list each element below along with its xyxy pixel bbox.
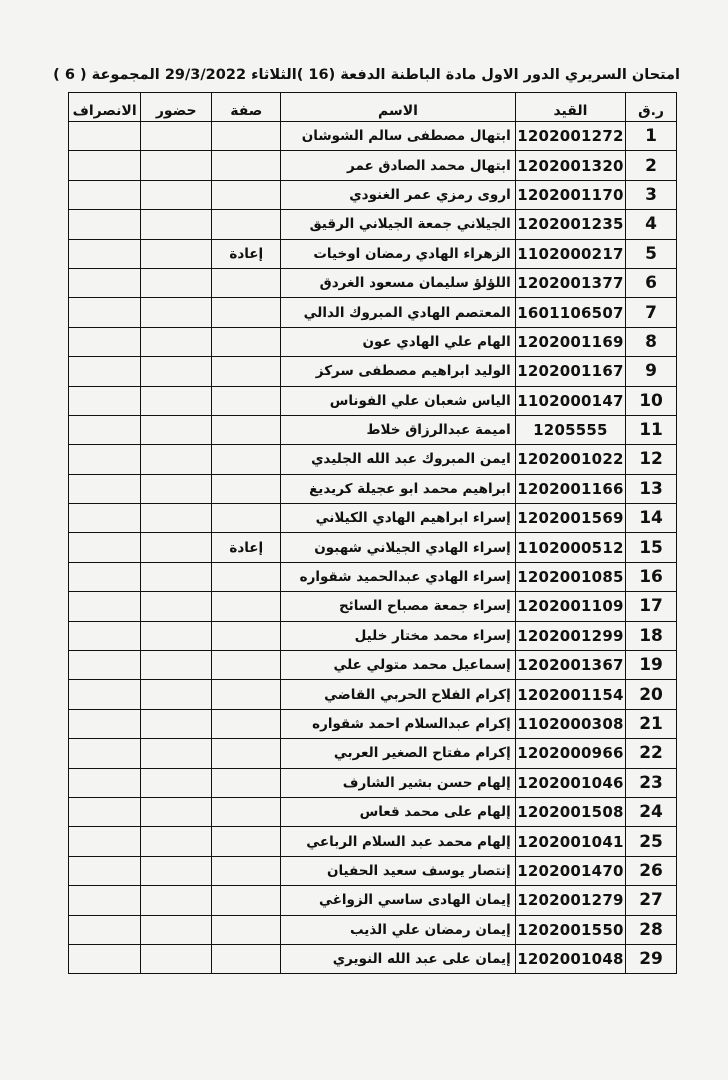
- departure-cell: [69, 357, 141, 386]
- table-row: [69, 122, 677, 151]
- table-row: [69, 474, 677, 503]
- registration-id: 1202001046: [515, 768, 625, 797]
- row-number: 9: [626, 357, 677, 386]
- student-name: إكرام مفتاح الصغير العربي: [281, 739, 515, 768]
- attendance-cell: [141, 268, 212, 297]
- status-cell: [212, 944, 281, 973]
- status-cell: [212, 357, 281, 386]
- departure-cell: [69, 562, 141, 591]
- student-name: المعتصم الهادي المبروك الدالي: [281, 298, 515, 327]
- departure-cell: [69, 327, 141, 356]
- row-number: 23: [626, 768, 677, 797]
- attendance-cell: [141, 533, 212, 562]
- departure-cell: [69, 122, 141, 151]
- table-row: [69, 298, 677, 327]
- registration-id: 1202000966: [515, 739, 625, 768]
- registration-id: 1102000147: [515, 386, 625, 415]
- status-cell: [212, 915, 281, 944]
- attendance-cell: [141, 298, 212, 327]
- status-cell: [212, 739, 281, 768]
- registration-id: 1202001109: [515, 592, 625, 621]
- registration-id: 1102000512: [515, 533, 625, 562]
- attendance-cell: [141, 180, 212, 209]
- departure-cell: [69, 210, 141, 239]
- header-registration-id: القيد: [515, 93, 625, 122]
- row-number: 13: [626, 474, 677, 503]
- attendance-cell: [141, 327, 212, 356]
- attendance-cell: [141, 445, 212, 474]
- status-cell: [212, 797, 281, 826]
- departure-cell: [69, 797, 141, 826]
- table-row: [69, 268, 677, 297]
- status-cell: [212, 709, 281, 738]
- attendance-cell: [141, 386, 212, 415]
- attendance-cell: [141, 915, 212, 944]
- table-row: [69, 768, 677, 797]
- header-number: ر.ق: [626, 93, 677, 122]
- departure-cell: [69, 856, 141, 885]
- registration-id: 1205555: [515, 415, 625, 444]
- attendance-cell: [141, 856, 212, 885]
- student-name: اروى رمزي عمر الغنودي: [281, 180, 515, 209]
- student-name: الجيلاني جمعة الجيلاني الرقيق: [281, 210, 515, 239]
- registration-id: 1202001041: [515, 827, 625, 856]
- attendance-cell: [141, 239, 212, 268]
- attendance-cell: [141, 151, 212, 180]
- departure-cell: [69, 151, 141, 180]
- departure-cell: [69, 445, 141, 474]
- student-name: إلهام على محمد قعاس: [281, 797, 515, 826]
- status-cell: [212, 621, 281, 650]
- student-name: اللؤلؤ سليمان مسعود الغردق: [281, 268, 515, 297]
- student-name: إكرام الفلاح الحربي القاضي: [281, 680, 515, 709]
- attendance-cell: [141, 709, 212, 738]
- departure-cell: [69, 651, 141, 680]
- attendance-cell: [141, 680, 212, 709]
- attendance-cell: [141, 944, 212, 973]
- status-cell: [212, 651, 281, 680]
- header-row: [69, 93, 677, 122]
- table-row: [69, 856, 677, 885]
- attendance-cell: [141, 768, 212, 797]
- table-row: [69, 797, 677, 826]
- departure-cell: [69, 386, 141, 415]
- registration-id: 1202001085: [515, 562, 625, 591]
- roster-body: [69, 122, 677, 974]
- registration-id: 1202001169: [515, 327, 625, 356]
- status-cell: [212, 856, 281, 885]
- table-row: [69, 915, 677, 944]
- header-attendance: حضور: [141, 93, 212, 122]
- student-name: إسراء الهادي عبدالحميد شقواره: [281, 562, 515, 591]
- attendance-cell: [141, 562, 212, 591]
- registration-id: 1102000217: [515, 239, 625, 268]
- row-number: 8: [626, 327, 677, 356]
- registration-id: 1202001167: [515, 357, 625, 386]
- table-row: [69, 651, 677, 680]
- attendance-cell: [141, 210, 212, 239]
- attendance-cell: [141, 592, 212, 621]
- status-cell: [212, 474, 281, 503]
- departure-cell: [69, 415, 141, 444]
- student-name: إيمان على عبد الله النويري: [281, 944, 515, 973]
- table-row: [69, 386, 677, 415]
- table-row: [69, 445, 677, 474]
- table-row: [69, 151, 677, 180]
- status-cell: [212, 562, 281, 591]
- status-cell: إعادة: [212, 239, 281, 268]
- registration-id: 1202001470: [515, 856, 625, 885]
- registration-id: 1202001048: [515, 944, 625, 973]
- attendance-cell: [141, 886, 212, 915]
- row-number: 19: [626, 651, 677, 680]
- registration-id: 1202001299: [515, 621, 625, 650]
- departure-cell: [69, 680, 141, 709]
- student-name: إيمان رمضان علي الذيب: [281, 915, 515, 944]
- departure-cell: [69, 592, 141, 621]
- registration-id: 1601106507: [515, 298, 625, 327]
- departure-cell: [69, 268, 141, 297]
- registration-id: 1202001367: [515, 651, 625, 680]
- status-cell: [212, 151, 281, 180]
- departure-cell: [69, 474, 141, 503]
- row-number: 18: [626, 621, 677, 650]
- student-name: إسراء جمعة مصباح السائح: [281, 592, 515, 621]
- attendance-cell: [141, 797, 212, 826]
- row-number: 10: [626, 386, 677, 415]
- table-row: [69, 415, 677, 444]
- attendance-cell: [141, 504, 212, 533]
- attendance-cell: [141, 651, 212, 680]
- row-number: 20: [626, 680, 677, 709]
- row-number: 29: [626, 944, 677, 973]
- table-row: [69, 709, 677, 738]
- table-row: [69, 680, 677, 709]
- table-row: [69, 592, 677, 621]
- departure-cell: [69, 944, 141, 973]
- student-name: إكرام عبدالسلام احمد شقواره: [281, 709, 515, 738]
- status-cell: [212, 210, 281, 239]
- departure-cell: [69, 739, 141, 768]
- row-number: 11: [626, 415, 677, 444]
- student-name: إسماعيل محمد متولي علي: [281, 651, 515, 680]
- header-status: صفة: [212, 93, 281, 122]
- attendance-cell: [141, 415, 212, 444]
- attendance-cell: [141, 474, 212, 503]
- student-name: إيمان الهادى ساسي الزواغي: [281, 886, 515, 915]
- row-number: 22: [626, 739, 677, 768]
- attendance-cell: [141, 827, 212, 856]
- student-name: إسراء ابراهيم الهادي الكيلاني: [281, 504, 515, 533]
- student-name: إسراء محمد مختار خليل: [281, 621, 515, 650]
- registration-id: 1202001279: [515, 886, 625, 915]
- departure-cell: [69, 298, 141, 327]
- registration-id: 1202001154: [515, 680, 625, 709]
- table-row: [69, 357, 677, 386]
- registration-id: 1202001550: [515, 915, 625, 944]
- student-name: ابراهيم محمد ابو عجيلة كريديغ: [281, 474, 515, 503]
- row-number: 2: [626, 151, 677, 180]
- table-row: [69, 562, 677, 591]
- status-cell: [212, 327, 281, 356]
- student-name: ابتهال محمد الصادق عمر: [281, 151, 515, 180]
- student-name: الزهراء الهادي رمضان اوخيات: [281, 239, 515, 268]
- row-number: 17: [626, 592, 677, 621]
- registration-id: 1202001377: [515, 268, 625, 297]
- header-name: الاسم: [281, 93, 515, 122]
- table-row: [69, 944, 677, 973]
- document-title: امتحان السريري الدور الاول مادة الباطنة الدفعة (16 )الثلاثاء 29/3/2022 المجموعة ( 6 ): [53, 67, 680, 83]
- status-cell: إعادة: [212, 533, 281, 562]
- registration-id: 1202001508: [515, 797, 625, 826]
- departure-cell: [69, 621, 141, 650]
- departure-cell: [69, 533, 141, 562]
- student-name: ابتهال مصطفى سالم الشوشان: [281, 122, 515, 151]
- student-name: اميمة عبدالرزاق خلاط: [281, 415, 515, 444]
- student-name: الياس شعبان علي الفوناس: [281, 386, 515, 415]
- row-number: 27: [626, 886, 677, 915]
- registration-id: 1202001022: [515, 445, 625, 474]
- status-cell: [212, 415, 281, 444]
- student-name: إلهام محمد عبد السلام الرباعي: [281, 827, 515, 856]
- status-cell: [212, 122, 281, 151]
- departure-cell: [69, 827, 141, 856]
- registration-id: 1202001272: [515, 122, 625, 151]
- status-cell: [212, 768, 281, 797]
- row-number: 24: [626, 797, 677, 826]
- row-number: 28: [626, 915, 677, 944]
- departure-cell: [69, 180, 141, 209]
- departure-cell: [69, 709, 141, 738]
- status-cell: [212, 445, 281, 474]
- attendance-cell: [141, 357, 212, 386]
- row-number: 1: [626, 122, 677, 151]
- table-row: [69, 180, 677, 209]
- status-cell: [212, 180, 281, 209]
- attendance-cell: [141, 739, 212, 768]
- registration-id: 1202001170: [515, 180, 625, 209]
- status-cell: [212, 504, 281, 533]
- student-name: إلهام حسن بشير الشارف: [281, 768, 515, 797]
- row-number: 6: [626, 268, 677, 297]
- table-row: [69, 886, 677, 915]
- status-cell: [212, 386, 281, 415]
- table-row: [69, 827, 677, 856]
- student-name: الوليد ابراهيم مصطفى سركز: [281, 357, 515, 386]
- departure-cell: [69, 915, 141, 944]
- header-departure: الانصراف: [69, 93, 141, 122]
- row-number: 14: [626, 504, 677, 533]
- row-number: 7: [626, 298, 677, 327]
- row-number: 26: [626, 856, 677, 885]
- table-row: [69, 504, 677, 533]
- status-cell: [212, 298, 281, 327]
- departure-cell: [69, 239, 141, 268]
- status-cell: [212, 592, 281, 621]
- row-number: 3: [626, 180, 677, 209]
- table-row: [69, 327, 677, 356]
- status-cell: [212, 886, 281, 915]
- table-row: [69, 621, 677, 650]
- row-number: 4: [626, 210, 677, 239]
- student-name: إنتصار يوسف سعيد الحفيان: [281, 856, 515, 885]
- registration-id: 1102000308: [515, 709, 625, 738]
- registration-id: 1202001166: [515, 474, 625, 503]
- roster-table: [68, 92, 677, 974]
- departure-cell: [69, 504, 141, 533]
- row-number: 16: [626, 562, 677, 591]
- row-number: 5: [626, 239, 677, 268]
- table-row: [69, 533, 677, 562]
- attendance-cell: [141, 122, 212, 151]
- student-name: ايمن المبروك عبد الله الجليدي: [281, 445, 515, 474]
- student-name: الهام علي الهادي عون: [281, 327, 515, 356]
- table-row: [69, 239, 677, 268]
- status-cell: [212, 680, 281, 709]
- table-row: [69, 210, 677, 239]
- attendance-cell: [141, 621, 212, 650]
- departure-cell: [69, 768, 141, 797]
- registration-id: 1202001569: [515, 504, 625, 533]
- status-cell: [212, 268, 281, 297]
- registration-id: 1202001320: [515, 151, 625, 180]
- table-row: [69, 739, 677, 768]
- departure-cell: [69, 886, 141, 915]
- registration-id: 1202001235: [515, 210, 625, 239]
- row-number: 12: [626, 445, 677, 474]
- student-name: إسراء الهادي الجيلاني شهبون: [281, 533, 515, 562]
- row-number: 25: [626, 827, 677, 856]
- row-number: 15: [626, 533, 677, 562]
- row-number: 21: [626, 709, 677, 738]
- status-cell: [212, 827, 281, 856]
